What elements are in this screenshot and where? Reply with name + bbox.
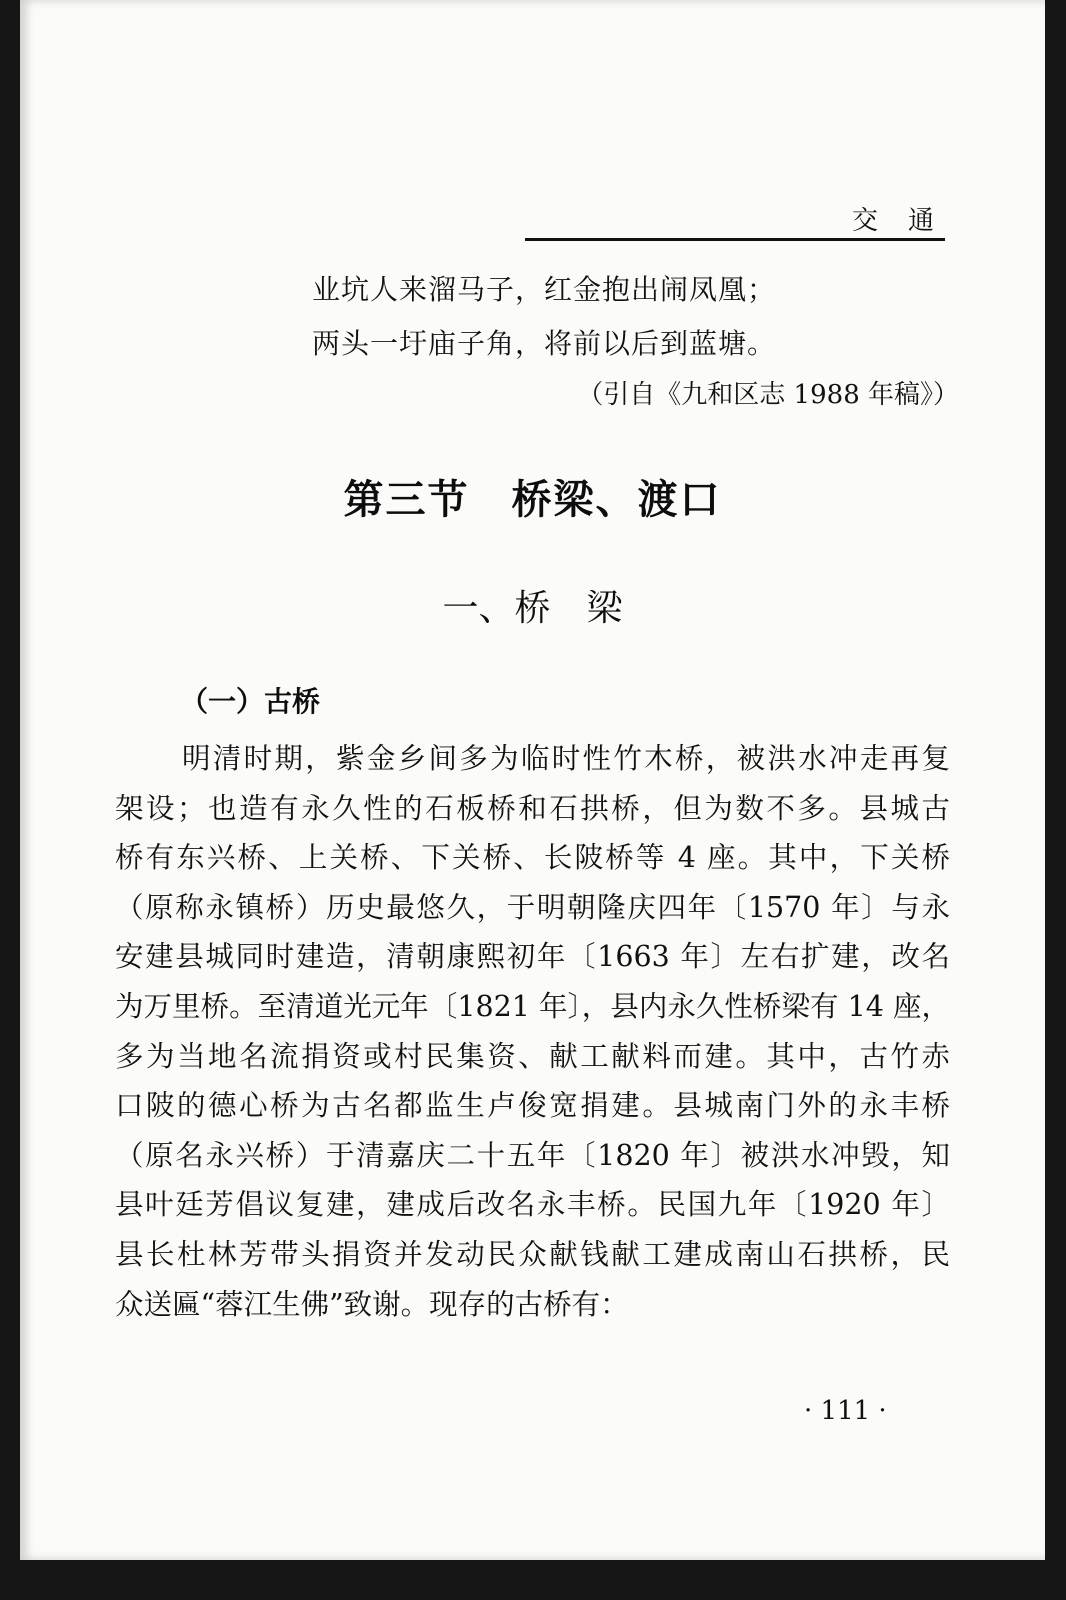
header-rule [525,238,945,241]
body-line: 县长杜林芳带头捐资并发动民众献钱献工建成南山石拱桥，民 [115,1237,950,1271]
section-title: 第三节 桥梁、渡口 [343,476,722,523]
verse-line: 业坑人来溜马子，红金抱出闹凤凰； [312,273,777,306]
body-line: 架设；也造有永久性的石板桥和石拱桥，但为数不多。县城古 [115,791,950,825]
body-line: 口陂的德心桥为古名都监生卢俊宽捐建。县城南门外的永丰桥 [115,1089,950,1123]
page-number: · 111 · [804,1396,887,1426]
body-paragraph [115,734,950,1329]
body-line: 明清时期，紫金乡间多为临时性竹木桥，被洪水冲走再复 [182,742,950,775]
body-line: 桥有东兴桥、上关桥、下关桥、长陂桥等 4 座。其中，下关桥 [115,841,950,875]
body-line: （原名永兴桥）于清嘉庆二十五年〔1820 年〕被洪水冲毁，知 [115,1138,950,1172]
citation: （引自《九和区志 1988 年稿》） [577,380,959,410]
book-page [20,0,1045,1560]
body-line: 众送匾“蓉江生佛”致谢。现存的古桥有： [115,1287,629,1321]
running-header: 交通 [852,206,965,236]
verse-line: 两头一圩庙子角，将前以后到蓝塘。 [312,327,777,360]
body-line: 安建县城同时建造，清朝康熙初年〔1663 年〕左右扩建，改名 [115,940,950,974]
body-line: （原称永镇桥）历史最悠久，于明朝隆庆四年〔1570 年〕与永 [115,890,950,924]
body-line: 多为当地名流捐资或村民集资、献工献料而建。其中，古竹赤 [115,1039,950,1073]
subheading: （一）古桥 [180,685,321,718]
body-line: 县叶廷芳倡议复建，建成后改名永丰桥。民国九年〔1920 年〕 [115,1188,950,1222]
body-line: 为万里桥。至清道光元年〔1821 年〕，县内永久性桥梁有 14 座， [115,989,950,1023]
subsection-title: 一、桥 梁 [442,588,623,629]
